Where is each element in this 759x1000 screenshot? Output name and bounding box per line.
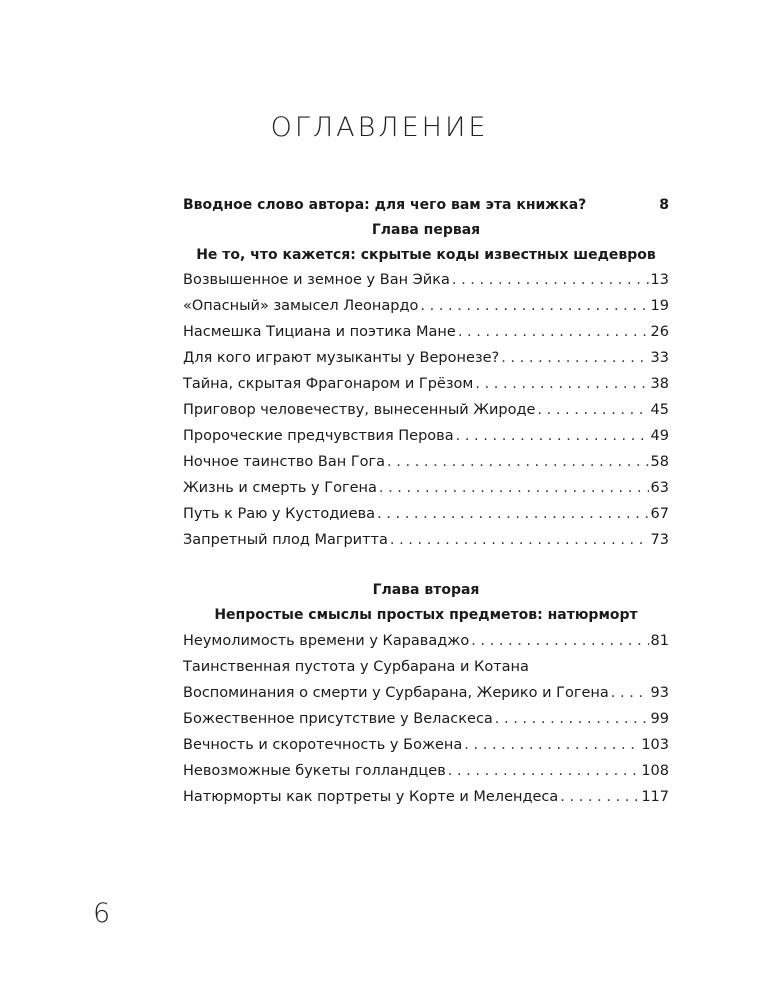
toc-entry[interactable] [183, 424, 669, 448]
chapter-2-label: Глава вторая [372, 582, 480, 598]
toc-entry-page: 93 [650, 685, 669, 701]
toc-entry-title: «Опасный» замысел Леонардо [183, 298, 419, 314]
toc-entry[interactable] [183, 476, 669, 500]
leader-dots [501, 346, 648, 370]
toc-entry-title: Божественное присутствие у Веласкеса [183, 711, 493, 727]
leader-dots [495, 707, 649, 731]
toc-entry-page: 13 [650, 272, 669, 288]
page-number: 6 [93, 898, 111, 929]
toc-entry-title: Возвышенное и земное у Ван Эйка [183, 272, 450, 288]
leader-dots [456, 424, 649, 448]
leader-dots [448, 759, 640, 783]
toc-entry-title: Невозможные букеты голландцев [183, 763, 446, 779]
toc-entry-page: 103 [641, 737, 669, 753]
toc-entry[interactable] [183, 320, 669, 344]
toc-entry-page: 108 [641, 763, 669, 779]
toc-entry[interactable] [183, 528, 669, 552]
toc-entry-page: 81 [650, 633, 669, 649]
toc-entry-title: Вводное слово автора: для чего вам эта книжка? [183, 197, 587, 213]
toc-entry-title: Путь к Раю у Кустодиева [183, 506, 376, 522]
toc-entry-title: Пророческие предчувствия Перова [183, 428, 454, 444]
toc-entry-title: Для кого играют музыканты у Веронезе? [183, 350, 500, 366]
toc-entry-page: 38 [650, 376, 669, 392]
leader-dots [420, 294, 648, 318]
leader-dots [452, 268, 649, 292]
toc-entry[interactable] [183, 707, 669, 731]
toc-entry[interactable] [183, 629, 669, 653]
page-title: ОГЛАВЛЕНИЕ [270, 112, 489, 143]
toc-entry-title: Таинственная пустота у Сурбарана и Котана [183, 659, 529, 675]
leader-dots [611, 681, 649, 705]
toc-entry[interactable] [183, 294, 669, 318]
leader-dots [464, 733, 639, 757]
leader-dots [537, 398, 648, 422]
toc-entry-title: Воспоминания о смерти у Сурбарана, Жерико и Гогена [183, 685, 609, 701]
toc-entry[interactable] [183, 502, 669, 526]
toc-entry[interactable] [183, 268, 669, 292]
leader-dots [379, 476, 649, 500]
toc-entry-page: 67 [650, 506, 669, 522]
toc-entry-page: 8 [659, 197, 669, 213]
leader-dots [458, 320, 649, 344]
toc-entry[interactable] [183, 655, 669, 679]
toc-entry-title: Тайна, скрытая Фрагонаром и Грёзом [183, 376, 474, 392]
leader-dots [560, 785, 639, 809]
toc-entry-title: Жизнь и смерть у Гогена [183, 480, 377, 496]
toc-entry-title: Насмешка Тициана и поэтика Мане [183, 324, 456, 340]
chapter-2-subtitle: Непростые смыслы простых предметов: натюрморт [214, 607, 638, 623]
leader-dots [390, 528, 649, 552]
leader-dots [475, 372, 648, 396]
toc-entry-page: 58 [650, 454, 669, 470]
toc-entry-page: 19 [650, 298, 669, 314]
toc-entry[interactable] [183, 398, 669, 422]
toc-entry-page: 99 [650, 711, 669, 727]
toc-entry[interactable] [183, 681, 669, 705]
chapter-1-label: Глава первая [371, 222, 481, 238]
toc-entry-title: Неумолимость времени у Караваджо [183, 633, 470, 649]
toc-entry[interactable] [183, 785, 669, 809]
toc-entry[interactable] [183, 346, 669, 370]
toc-entry[interactable] [183, 759, 669, 783]
toc-entry-title: Ночное таинство Ван Гога [183, 454, 386, 470]
toc-entry-title: Натюрморты как портреты у Корте и Мелендеса [183, 789, 559, 805]
toc-entry-page: 63 [650, 480, 669, 496]
toc-entry[interactable] [183, 450, 669, 474]
toc-entry-title: Приговор человечеству, вынесенный Жироде [183, 402, 536, 418]
leader-dots [377, 502, 648, 526]
toc-entry[interactable] [183, 733, 669, 757]
leader-dots [387, 450, 649, 474]
toc-entry-page: 45 [650, 402, 669, 418]
toc-entry-title: Вечность и скоротечность у Божена [183, 737, 463, 753]
toc-intro-entry[interactable] [183, 193, 669, 217]
toc-entry[interactable] [183, 372, 669, 396]
leader-dots [471, 629, 648, 653]
toc-entry-page: 49 [650, 428, 669, 444]
toc-entry-page: 26 [650, 324, 669, 340]
toc-entry-page: 33 [650, 350, 669, 366]
toc-entry-title: Запретный плод Магритта [183, 532, 388, 548]
toc-entry-page: 117 [641, 789, 669, 805]
chapter-1-subtitle: Не то, что кажется: скрытые коды известных шедевров [196, 247, 656, 263]
toc-entry-page: 73 [650, 532, 669, 548]
